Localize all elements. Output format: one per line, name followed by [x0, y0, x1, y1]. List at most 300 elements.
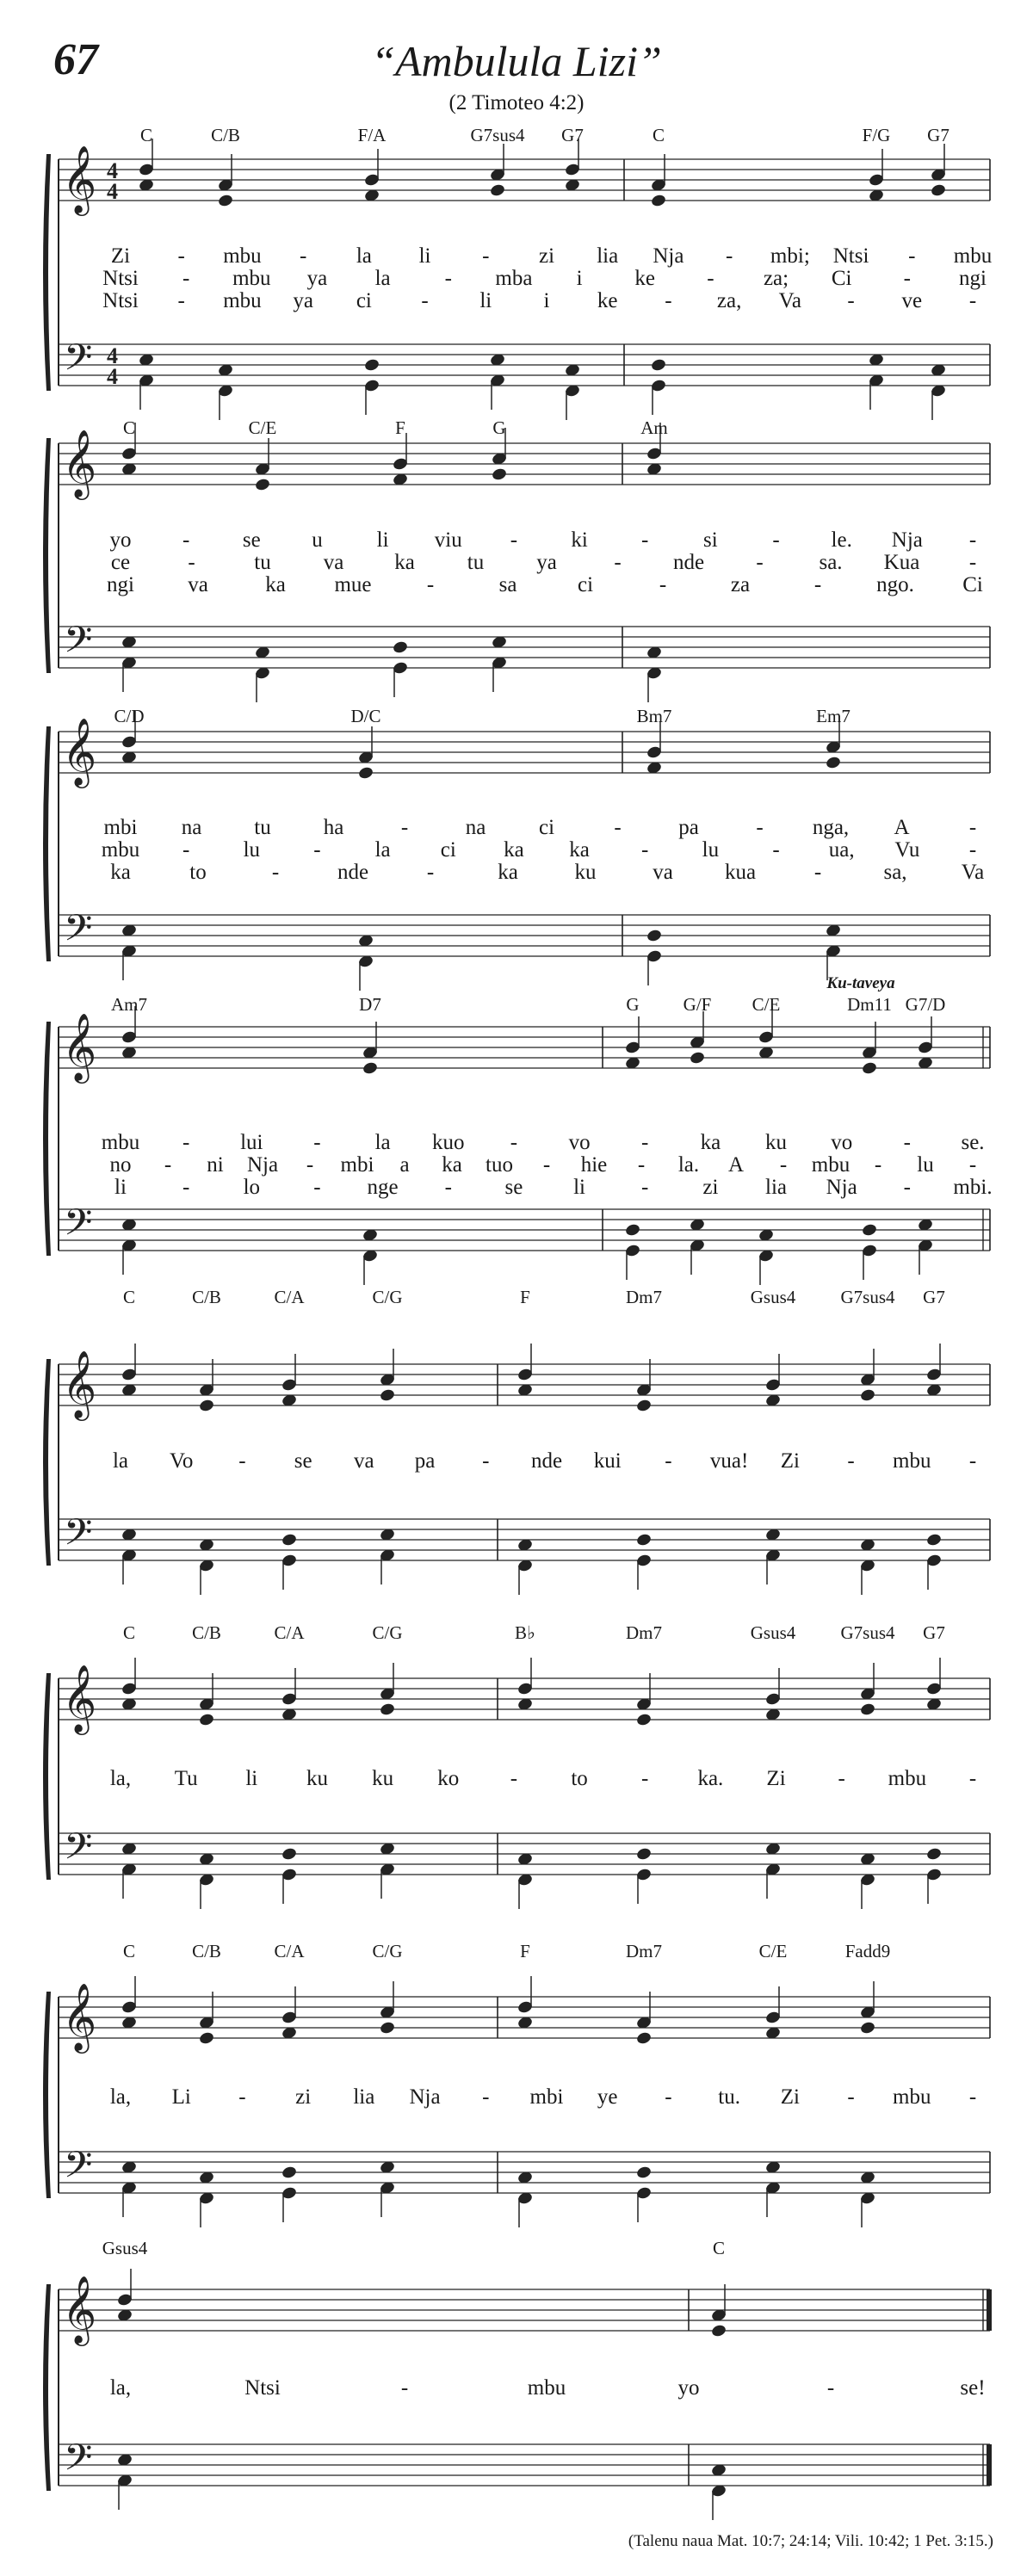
lyric-syllable: -: [968, 289, 977, 312]
lyric-syllable: mbu: [893, 1449, 931, 1473]
lyric-syllable: za,: [716, 289, 742, 312]
lyric-syllable: -: [637, 1153, 646, 1177]
lyric-syllable: yo: [109, 528, 132, 552]
chord-symbol: C: [122, 1622, 136, 1643]
system-bracket: [43, 2284, 51, 2491]
lyric-syllable: -: [908, 244, 916, 268]
chord-symbol: Dm7: [626, 1622, 662, 1643]
lyric-syllable: -: [725, 244, 733, 268]
lyric-syllable: Nja: [409, 2085, 441, 2109]
lyric-syllable: -: [968, 838, 977, 862]
time-signature-numerator: 4: [107, 343, 118, 368]
chord-symbol: F: [520, 1287, 530, 1307]
lyric-syllable: ka: [504, 838, 524, 862]
lyric-syllable: -: [641, 1767, 649, 1790]
lyric-syllable: la: [374, 1131, 391, 1154]
chord-symbol: G7/D: [905, 994, 946, 1015]
chord-symbol: Gsus4: [750, 1287, 796, 1307]
lyric-syllable: Tu: [174, 1767, 198, 1790]
lyric-syllable: kua: [724, 861, 757, 884]
lyric-syllable: lia: [765, 1176, 788, 1199]
lyric-syllable: va: [354, 1449, 374, 1473]
lyric-syllable: no: [109, 1153, 132, 1177]
lyric-syllable: -: [182, 1176, 190, 1199]
lyric-syllable: -: [177, 289, 185, 312]
treble-clef-icon: 𝄞: [62, 1013, 97, 1081]
chord-symbol: G7sus4: [840, 1287, 895, 1307]
lyric-syllable: -: [482, 1449, 490, 1473]
chord-symbol: C/E: [758, 1941, 788, 1961]
lyric-syllable: sa.: [819, 551, 843, 574]
lyric-syllable: pa: [678, 816, 699, 839]
lyric-syllable: nde: [530, 1449, 563, 1473]
lyric-syllable: lu: [917, 1153, 934, 1177]
lyric-syllable: -: [903, 1176, 912, 1199]
lyric-syllable: lia: [353, 2085, 375, 2109]
lyric-syllable: viu: [434, 528, 462, 552]
lyric-syllable: la,: [109, 1767, 132, 1790]
lyric-syllable: -: [444, 267, 452, 290]
lyric-syllable: Zi: [780, 1449, 800, 1473]
lyric-syllable: ci: [538, 816, 555, 839]
chord-symbol: G7: [923, 1287, 945, 1307]
lyric-syllable: lia: [597, 244, 619, 268]
lyric-syllable: ci: [440, 838, 456, 862]
chord-symbol: D/C: [350, 706, 381, 726]
lyric-syllable: u: [312, 528, 323, 552]
lyric-syllable: Va: [778, 289, 802, 312]
chord-symbol: B♭: [515, 1622, 535, 1643]
lyric-syllable: ka: [265, 573, 286, 596]
lyric-syllable: se!: [960, 2376, 986, 2400]
lyric-syllable: -: [482, 2085, 490, 2109]
lyric-syllable: ku: [574, 861, 597, 884]
lyric-syllable: -: [426, 861, 435, 884]
chord-symbol: Dm7: [626, 1287, 662, 1307]
lyric-syllable: li: [376, 528, 389, 552]
lyric-syllable: -: [510, 528, 518, 552]
lyric-syllable: -: [847, 2085, 855, 2109]
lyric-syllable: ha: [323, 816, 344, 839]
lyric-syllable: ku: [306, 1767, 328, 1790]
lyric-syllable: ce: [110, 551, 131, 574]
bass-clef-icon: 𝄢: [64, 2437, 93, 2488]
lyric-syllable: -: [968, 816, 977, 839]
lyric-syllable: tu: [254, 816, 271, 839]
lyric-syllable: -: [665, 1449, 672, 1473]
lyric-syllable: Kua: [883, 551, 920, 574]
chord-symbol: Am: [640, 417, 668, 438]
scripture-reference: (2 Timoteo 4:2): [448, 91, 585, 114]
lyric-syllable: -: [177, 244, 185, 268]
lyric-syllable: li: [573, 1176, 586, 1199]
lyric-syllable: -: [968, 2085, 977, 2109]
lyric-syllable: A: [894, 816, 910, 839]
chord-symbol: C: [139, 125, 153, 145]
lyric-syllable: li: [114, 1176, 127, 1199]
lyric-syllable: li: [418, 244, 431, 268]
lyric-syllable: mbu: [232, 267, 271, 290]
tempo-marking: Ku-taveya: [826, 974, 895, 992]
treble-clef-icon: 𝄞: [62, 1983, 97, 2051]
chord-symbol: G7: [561, 125, 584, 145]
lyric-syllable: sa,: [883, 861, 907, 884]
lyric-syllable: -: [510, 1767, 518, 1790]
lyric-syllable: la,: [109, 2376, 132, 2400]
bass-clef-icon: 𝄢: [64, 337, 93, 388]
lyric-syllable: lu: [702, 838, 720, 862]
lyric-syllable: -: [968, 1767, 977, 1790]
lyric-syllable: ci: [577, 573, 594, 596]
chord-symbol: C/B: [192, 1622, 221, 1643]
lyric-syllable: -: [665, 289, 672, 312]
lyric-syllable: mbi;: [770, 244, 810, 268]
lyric-syllable: mue: [334, 573, 372, 596]
lyric-syllable: lui: [240, 1131, 263, 1154]
lyric-syllable: ko: [437, 1767, 460, 1790]
chord-symbol: C/E: [752, 994, 781, 1015]
lyric-syllable: ku: [372, 1767, 394, 1790]
lyric-syllable: mbu: [223, 244, 262, 268]
lyric-syllable: hie: [580, 1153, 608, 1177]
lyric-syllable: Vu: [894, 838, 920, 862]
lyric-syllable: -: [182, 1131, 190, 1154]
lyric-syllable: tuo: [486, 1153, 513, 1177]
treble-clef-icon: 𝄞: [62, 1350, 97, 1418]
lyric-syllable: mbu: [223, 289, 262, 312]
lyric-syllable: -: [838, 1767, 845, 1790]
chord-symbol: Dm11: [847, 994, 892, 1015]
chord-symbol: Em7: [816, 706, 851, 726]
lyric-syllable: ka: [442, 1153, 462, 1177]
lyric-syllable: Va: [961, 861, 985, 884]
lyric-syllable: ku: [765, 1131, 788, 1154]
lyric-syllable: -: [665, 2085, 672, 2109]
lyric-syllable: ke: [634, 267, 656, 290]
lyric-syllable: tu.: [718, 2085, 740, 2109]
lyric-syllable: Ntsi: [102, 289, 139, 312]
chord-symbol: C: [122, 1941, 136, 1961]
lyric-syllable: mbu: [527, 2376, 566, 2400]
lyric-syllable: ye: [597, 2085, 618, 2109]
lyric-syllable: pa: [414, 1449, 436, 1473]
note-chord: [710, 2284, 727, 2520]
chord-symbol: C/E: [248, 417, 277, 438]
chord-symbol: G7sus4: [840, 1622, 895, 1643]
lyric-syllable: vua!: [709, 1449, 749, 1473]
bass-staff: [59, 2444, 990, 2486]
lyric-syllable: -: [826, 2376, 835, 2400]
treble-clef-icon: 𝄞: [62, 429, 97, 497]
chord-symbol: C: [122, 417, 136, 438]
chord-symbol: C/G: [372, 1941, 403, 1961]
lyric-syllable: vo: [831, 1131, 853, 1154]
chord-symbol: G/F: [683, 994, 712, 1015]
lyric-syllable: yo: [677, 2376, 700, 2400]
lyric-syllable: Vo: [170, 1449, 194, 1473]
lyric-syllable: Nja: [246, 1153, 279, 1177]
lyric-syllable: Ntsi: [244, 2376, 281, 2400]
lyric-syllable: Li: [171, 2085, 191, 2109]
chord-symbol: Am7: [111, 994, 147, 1015]
lyric-syllable: -: [188, 551, 195, 574]
lyric-syllable: -: [313, 1176, 321, 1199]
lyric-syllable: va: [653, 861, 673, 884]
lyric-syllable: -: [813, 573, 822, 596]
lyric-syllable: si: [703, 528, 718, 552]
hymn-number: 67: [53, 35, 98, 84]
lyric-syllable: mbu: [101, 1131, 140, 1154]
lyric-syllable: -: [238, 1449, 246, 1473]
lyric-syllable: ka: [498, 861, 518, 884]
chord-symbol: C: [652, 125, 665, 145]
lyric-syllable: ka: [569, 838, 590, 862]
lyric-syllable: li: [245, 1767, 258, 1790]
lyric-syllable: la,: [109, 2085, 132, 2109]
chord-symbol: C/A: [274, 1941, 305, 1961]
lyric-syllable: Zi: [110, 244, 131, 268]
lyric-syllable: ka: [394, 551, 415, 574]
lyric-syllable: -: [659, 573, 667, 596]
lyric-syllable: -: [299, 244, 307, 268]
chord-symbol: G7: [923, 1622, 945, 1643]
lyric-syllable: to: [189, 861, 207, 884]
lyric-syllable: -: [164, 1153, 172, 1177]
lyric-syllable: to: [571, 1767, 588, 1790]
lyric-syllable: ka: [700, 1131, 721, 1154]
chord-symbol: C/G: [372, 1622, 403, 1643]
lyric-syllable: -: [400, 2376, 409, 2400]
lyric-syllable: Ci: [962, 573, 983, 596]
lyric-syllable: mbu: [101, 838, 140, 862]
chord-symbol: F/G: [862, 125, 891, 145]
lyric-syllable: la: [374, 267, 391, 290]
lyric-syllable: -: [182, 528, 190, 552]
lyric-syllable: -: [968, 1449, 977, 1473]
lyric-syllable: nde: [672, 551, 705, 574]
lyric-syllable: -: [641, 838, 649, 862]
treble-clef-icon: 𝄞: [62, 145, 97, 213]
lyric-syllable: -: [444, 1176, 452, 1199]
lyric-syllable: -: [641, 528, 649, 552]
lyric-syllable: mbu: [893, 2085, 931, 2109]
lyric-syllable: Ntsi: [102, 267, 139, 290]
lyric-syllable: ni: [207, 1153, 224, 1177]
lyric-syllable: ka.: [697, 1767, 724, 1790]
lyric-syllable: -: [510, 1131, 518, 1154]
lyric-syllable: -: [756, 551, 764, 574]
chord-symbol: Dm7: [626, 1941, 662, 1961]
lyric-syllable: mbu: [811, 1153, 851, 1177]
lyric-syllable: ke: [597, 289, 618, 312]
lyric-syllable: mbi: [529, 2085, 564, 2109]
lyric-syllable: -: [772, 838, 780, 862]
time-signature-numerator: 4: [107, 158, 118, 183]
lyric-syllable: -: [968, 1153, 977, 1177]
treble-clef-icon: 𝄞: [62, 718, 97, 786]
lyric-syllable: -: [903, 267, 912, 290]
lyric-syllable: -: [614, 551, 622, 574]
lyric-syllable: la.: [677, 1153, 700, 1177]
lyric-syllable: Nja: [653, 244, 684, 268]
lyric-syllable: -: [421, 289, 429, 312]
lyric-syllable: Zi: [766, 1767, 786, 1790]
chord-symbol: G: [492, 417, 506, 438]
lyric-syllable: ngi: [107, 573, 134, 596]
chord-symbol: C/A: [274, 1287, 305, 1307]
chord-symbol: C/G: [372, 1287, 403, 1307]
lyric-syllable: Ntsi: [832, 244, 869, 268]
chord-symbol: G: [626, 994, 640, 1015]
lyric-syllable: -: [779, 1153, 788, 1177]
lyric-syllable: zi: [702, 1176, 719, 1199]
lyric-syllable: le.: [831, 528, 852, 552]
lyric-syllable: -: [182, 267, 190, 290]
lyric-syllable: za;: [763, 267, 789, 290]
lyric-syllable: i: [576, 267, 583, 290]
lyric-syllable: ya: [536, 551, 557, 574]
lyric-syllable: tu: [254, 551, 271, 574]
chord-symbol: C: [122, 1287, 136, 1307]
bass-clef-icon: 𝄢: [64, 1202, 93, 1253]
lyric-syllable: la: [356, 244, 372, 268]
treble-clef-icon: 𝄞: [62, 2276, 97, 2344]
chord-symbol: G7: [927, 125, 949, 145]
lyric-syllable: -: [874, 1153, 882, 1177]
lyric-syllable: -: [968, 528, 977, 552]
lyric-syllable: -: [641, 1176, 649, 1199]
lyric-syllable: kuo: [432, 1131, 465, 1154]
chord-symbol: C/B: [192, 1941, 221, 1961]
lyric-syllable: kui: [593, 1449, 622, 1473]
lyric-syllable: -: [400, 816, 409, 839]
lyric-syllable: -: [772, 528, 780, 552]
lyric-syllable: la: [112, 1449, 129, 1473]
lyric-syllable: -: [641, 1131, 649, 1154]
chord-symbol: C/D: [114, 706, 145, 726]
lyric-syllable: se: [242, 528, 261, 552]
lyric-syllable: -: [968, 551, 977, 574]
lyric-syllable: -: [271, 861, 280, 884]
treble-staff: [59, 2289, 990, 2331]
chord-symbol: Bm7: [636, 706, 672, 726]
lyric-syllable: tu: [467, 551, 485, 574]
footer-references: (Talenu naua Mat. 10:7; 24:14; Vili. 10:42; 1 Pet. 3:15.): [628, 2532, 993, 2550]
lyric-syllable: -: [707, 267, 714, 290]
lyric-syllable: -: [813, 861, 822, 884]
lyric-syllable: -: [238, 2085, 246, 2109]
lyric-syllable: mba: [495, 267, 533, 290]
lyric-syllable: ua,: [828, 838, 855, 862]
time-signature-denominator: 4: [107, 179, 118, 204]
lyric-syllable: -: [614, 816, 622, 839]
lyric-syllable: ngo.: [876, 573, 914, 596]
lyric-syllable: -: [847, 289, 855, 312]
time-signature-denominator: 4: [107, 364, 118, 389]
lyric-syllable: Zi: [780, 2085, 800, 2109]
bass-clef-icon: 𝄢: [64, 619, 93, 670]
lyric-syllable: -: [313, 838, 321, 862]
lyric-syllable: -: [313, 1131, 321, 1154]
lyric-syllable: ya: [306, 267, 328, 290]
lyric-syllable: mbi: [103, 816, 138, 839]
chord-symbol: G7sus4: [470, 125, 525, 145]
chord-symbol: F/A: [357, 125, 387, 145]
lyric-syllable: -: [426, 573, 435, 596]
chord-symbol: C: [712, 2238, 726, 2258]
chord-symbol: F: [520, 1941, 530, 1961]
lyric-syllable: nge: [367, 1176, 399, 1199]
chord-symbol: C/A: [274, 1622, 305, 1643]
lyric-syllable: ci: [356, 289, 372, 312]
lyric-syllable: li: [479, 289, 492, 312]
lyric-syllable: ya: [293, 289, 313, 312]
lyric-syllable: -: [903, 1131, 912, 1154]
lyric-syllable: vo: [568, 1131, 591, 1154]
lyric-syllable: zi: [538, 244, 555, 268]
chord-symbol: Gsus4: [750, 1622, 796, 1643]
lyric-syllable: nga,: [812, 816, 850, 839]
bass-clef-icon: 𝄢: [64, 907, 93, 959]
lyric-syllable: -: [482, 244, 490, 268]
lyric-syllable: ki: [571, 528, 588, 552]
bass-clef-icon: 𝄢: [64, 1511, 93, 1563]
lyric-syllable: lo: [243, 1176, 261, 1199]
lyric-syllable: mbu: [953, 244, 993, 268]
lyric-syllable: lu: [243, 838, 261, 862]
chord-symbol: C/B: [211, 125, 240, 145]
lyric-syllable: -: [182, 838, 190, 862]
lyric-syllable: se.: [961, 1131, 985, 1154]
lyric-syllable: la: [374, 838, 391, 862]
lyric-syllable: mbi: [340, 1153, 374, 1177]
lyric-syllable: -: [306, 1153, 314, 1177]
lyric-syllable: i: [543, 289, 550, 312]
hymn-title: “Ambulula Lizi”: [371, 37, 662, 85]
lyric-syllable: -: [542, 1153, 551, 1177]
lyric-syllable: se: [294, 1449, 312, 1473]
lyric-syllable: a: [399, 1153, 410, 1177]
lyric-syllable: A: [727, 1153, 745, 1177]
chord-symbol: D7: [359, 994, 381, 1015]
lyric-syllable: sa: [498, 573, 517, 596]
chord-symbol: F: [395, 417, 405, 438]
lyric-syllable: Nja: [826, 1176, 857, 1199]
chord-symbol: Gsus4: [102, 2238, 148, 2258]
lyric-syllable: mbi.: [953, 1176, 993, 1199]
chord-symbol: C/B: [192, 1287, 221, 1307]
lyric-syllable: va: [188, 573, 208, 596]
lyric-syllable: ve: [901, 289, 923, 312]
lyric-syllable: Ci: [831, 267, 852, 290]
lyric-syllable: na: [465, 816, 486, 839]
lyric-syllable: zi: [295, 2085, 312, 2109]
lyric-syllable: ngi: [959, 267, 987, 290]
lyric-syllable: na: [181, 816, 202, 839]
lyric-syllable: Nja: [891, 528, 923, 552]
lyric-syllable: mbu: [888, 1767, 927, 1790]
treble-clef-icon: 𝄞: [62, 1665, 97, 1733]
bass-clef-icon: 𝄢: [64, 1825, 93, 1877]
lyric-syllable: va: [323, 551, 344, 574]
lyric-syllable: nde: [337, 861, 369, 884]
lyric-syllable: za: [730, 573, 751, 596]
lyric-syllable: -: [847, 1449, 855, 1473]
lyric-syllable: -: [756, 816, 764, 839]
bass-clef-icon: 𝄢: [64, 2144, 93, 2196]
lyric-syllable: se: [504, 1176, 523, 1199]
lyric-syllable: ka: [110, 861, 131, 884]
